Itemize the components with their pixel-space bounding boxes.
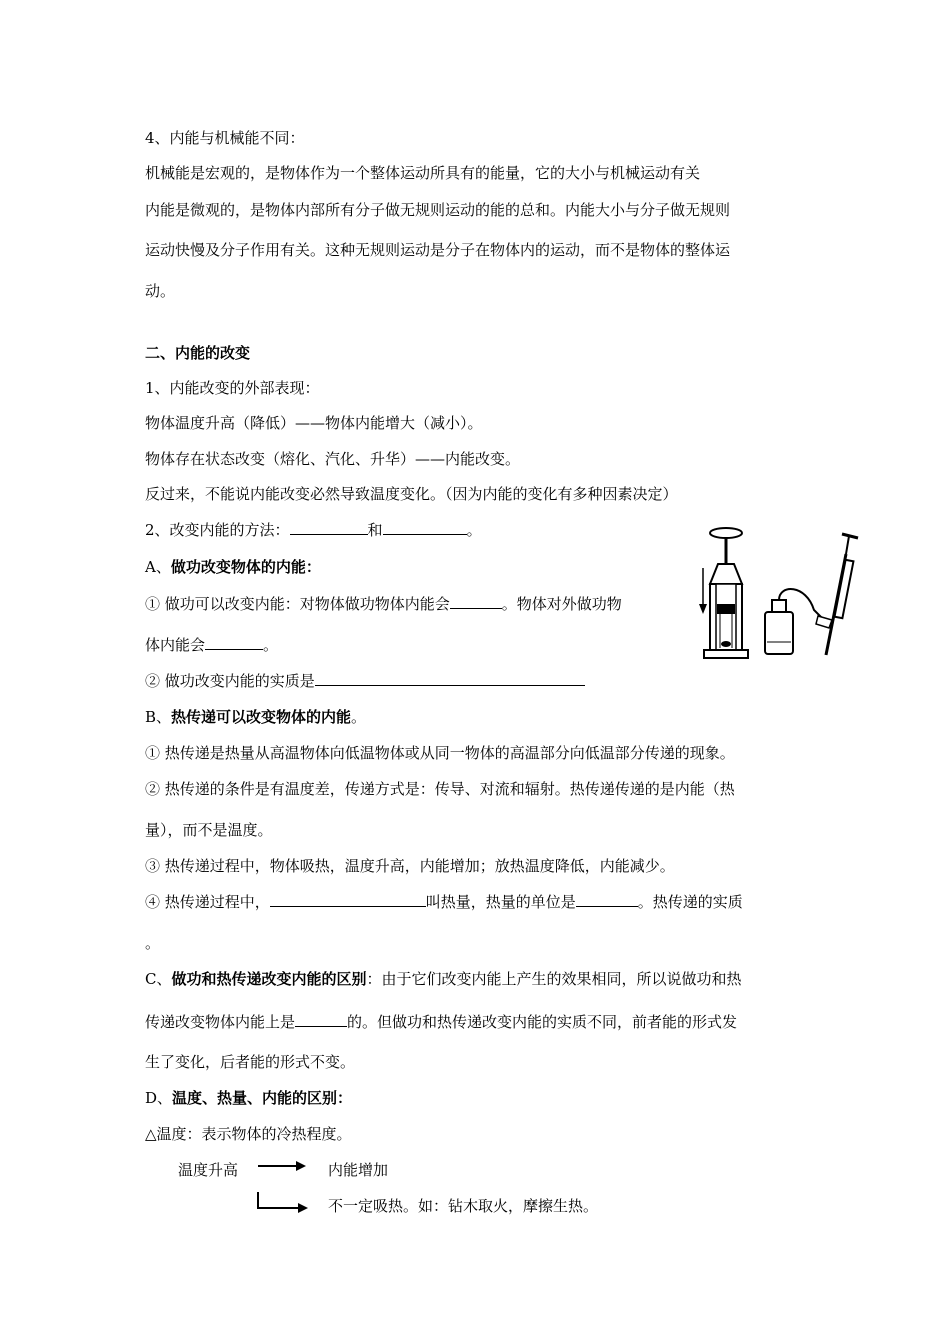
part-c-text-3: 的。但做功和热传递改变内能的实质不同，前者能的形式发 xyxy=(347,1013,738,1031)
internal-energy-text-1: 内能是微观的，是物体内部所有分子做无规则运动的能的总和。内能大小与分子做无规则 xyxy=(145,201,731,219)
blank-object-does-work[interactable] xyxy=(205,635,263,650)
item-2-methods xyxy=(145,520,482,540)
blank-heat-unit[interactable] xyxy=(576,892,638,907)
part-d-title: 温度、热量、内能的区别： xyxy=(172,1089,353,1107)
part-c-title: 做功和热传递改变内能的区别 xyxy=(171,970,367,988)
bent-arrow-icon xyxy=(256,1192,314,1214)
part-a-title: 做功改变物体的内能： xyxy=(170,558,321,576)
blank-work-on-object[interactable] xyxy=(450,594,502,609)
part-c-line-3: 生了变化，后者能的形式不变。 xyxy=(145,1053,356,1071)
part-a-heading xyxy=(145,557,321,577)
part-b-heading xyxy=(145,707,366,727)
blank-heat-definition[interactable] xyxy=(270,892,426,907)
temperature-rule: 物体温度升高（降低）——物体内能增大（减小）。 xyxy=(145,414,483,432)
work-line-2 xyxy=(145,635,278,655)
period: 。 xyxy=(351,708,367,726)
part-c-text-1: ：由于它们改变内能上产生的效果相同，所以说做功和热 xyxy=(366,970,742,988)
work-text-2: 。物体对外做功物 xyxy=(501,595,622,613)
converse-note: 反过来，不能说内能改变必然导致温度变化。（因为内能的变化有多种因素决定） xyxy=(145,485,678,503)
mechanical-energy-text: 机械能是宏观的，是物体作为一个整体运动所具有的能量，它的大小与机械运动有关 xyxy=(145,164,701,182)
work-text-3: 体内能会 xyxy=(145,636,206,654)
part-a-letter: A、 xyxy=(145,558,171,576)
right-arrow-icon xyxy=(258,1160,308,1174)
and-label: 和 xyxy=(367,521,383,539)
part-c-line-2 xyxy=(145,1012,737,1032)
part-d-heading xyxy=(145,1088,352,1108)
heat-text-1: ④ 热传递过程中， xyxy=(145,893,270,911)
heat-transfer-process: ③ 热传递过程中，物体吸热，温度升高，内能增加；放热温度降低，内能减少。 xyxy=(145,857,675,875)
state-change-rule: 物体存在状态改变（熔化、汽化、升华）——内能改变。 xyxy=(145,450,521,468)
part-c-letter: C、 xyxy=(145,970,172,988)
period: 。 xyxy=(263,636,279,654)
blank-work-essence[interactable] xyxy=(315,671,585,686)
period: 。 xyxy=(466,521,482,539)
part-c-text-2: 传递改变物体内能上是 xyxy=(145,1013,296,1031)
apparatus-figure xyxy=(696,520,866,665)
section-2-heading: 二、内能的改变 xyxy=(145,344,251,362)
internal-energy-text-2: 运动快慢及分子作用有关。这种无规则运动是分子在物体内的运动，而不是物体的整体运 xyxy=(145,241,731,259)
bottle-pump-icon xyxy=(765,534,858,655)
part-c-line-1 xyxy=(145,969,742,989)
temperature-def: △温度：表示物体的冷热程度。 xyxy=(145,1125,352,1143)
heat-essence-end: 。 xyxy=(145,934,161,952)
item-4-heading: 4、内能与机械能不同： xyxy=(145,129,305,147)
blank-method-2[interactable] xyxy=(383,520,467,535)
blank-method-1[interactable] xyxy=(290,520,368,535)
part-b-title: 热传递可以改变物体的内能 xyxy=(171,708,352,726)
item-1-heading: 1、内能改变的外部表现： xyxy=(145,379,320,397)
work-essence-text: ② 做功改变内能的实质是 xyxy=(145,672,315,690)
part-d-letter: D、 xyxy=(145,1089,173,1107)
part-b-letter: B、 xyxy=(145,708,172,726)
heat-transfer-cond-1: ② 热传递的条件是有温度差，传递方式是：传导、对流和辐射。热传递传递的是内能（热 xyxy=(145,780,735,798)
heat-transfer-cond-2: 量），而不是温度。 xyxy=(145,821,273,839)
heat-text-3: 。热传递的实质 xyxy=(637,893,743,911)
work-text-1: ① 做功可以改变内能：对物体做功物体内能会 xyxy=(145,595,450,613)
not-necessarily-absorb-heat: 不一定吸热。如：钻木取火，摩擦生热。 xyxy=(328,1197,599,1215)
blank-equivalent[interactable] xyxy=(295,1012,347,1027)
fire-piston-icon xyxy=(699,528,748,658)
methods-label: 2、改变内能的方法： xyxy=(145,521,290,539)
internal-energy-increase-label: 内能增加 xyxy=(328,1161,389,1179)
heat-transfer-def: ① 热传递是热量从高温物体向低温物体或从同一物体的高温部分向低温部分传递的现象。 xyxy=(145,744,735,762)
heat-quantity-line xyxy=(145,892,743,912)
heat-text-2: 叫热量，热量的单位是 xyxy=(425,893,576,911)
work-essence-line xyxy=(145,671,585,691)
work-line-1 xyxy=(145,594,622,614)
internal-energy-text-3: 动。 xyxy=(145,282,176,300)
temp-rise-label: 温度升高 xyxy=(178,1161,239,1179)
